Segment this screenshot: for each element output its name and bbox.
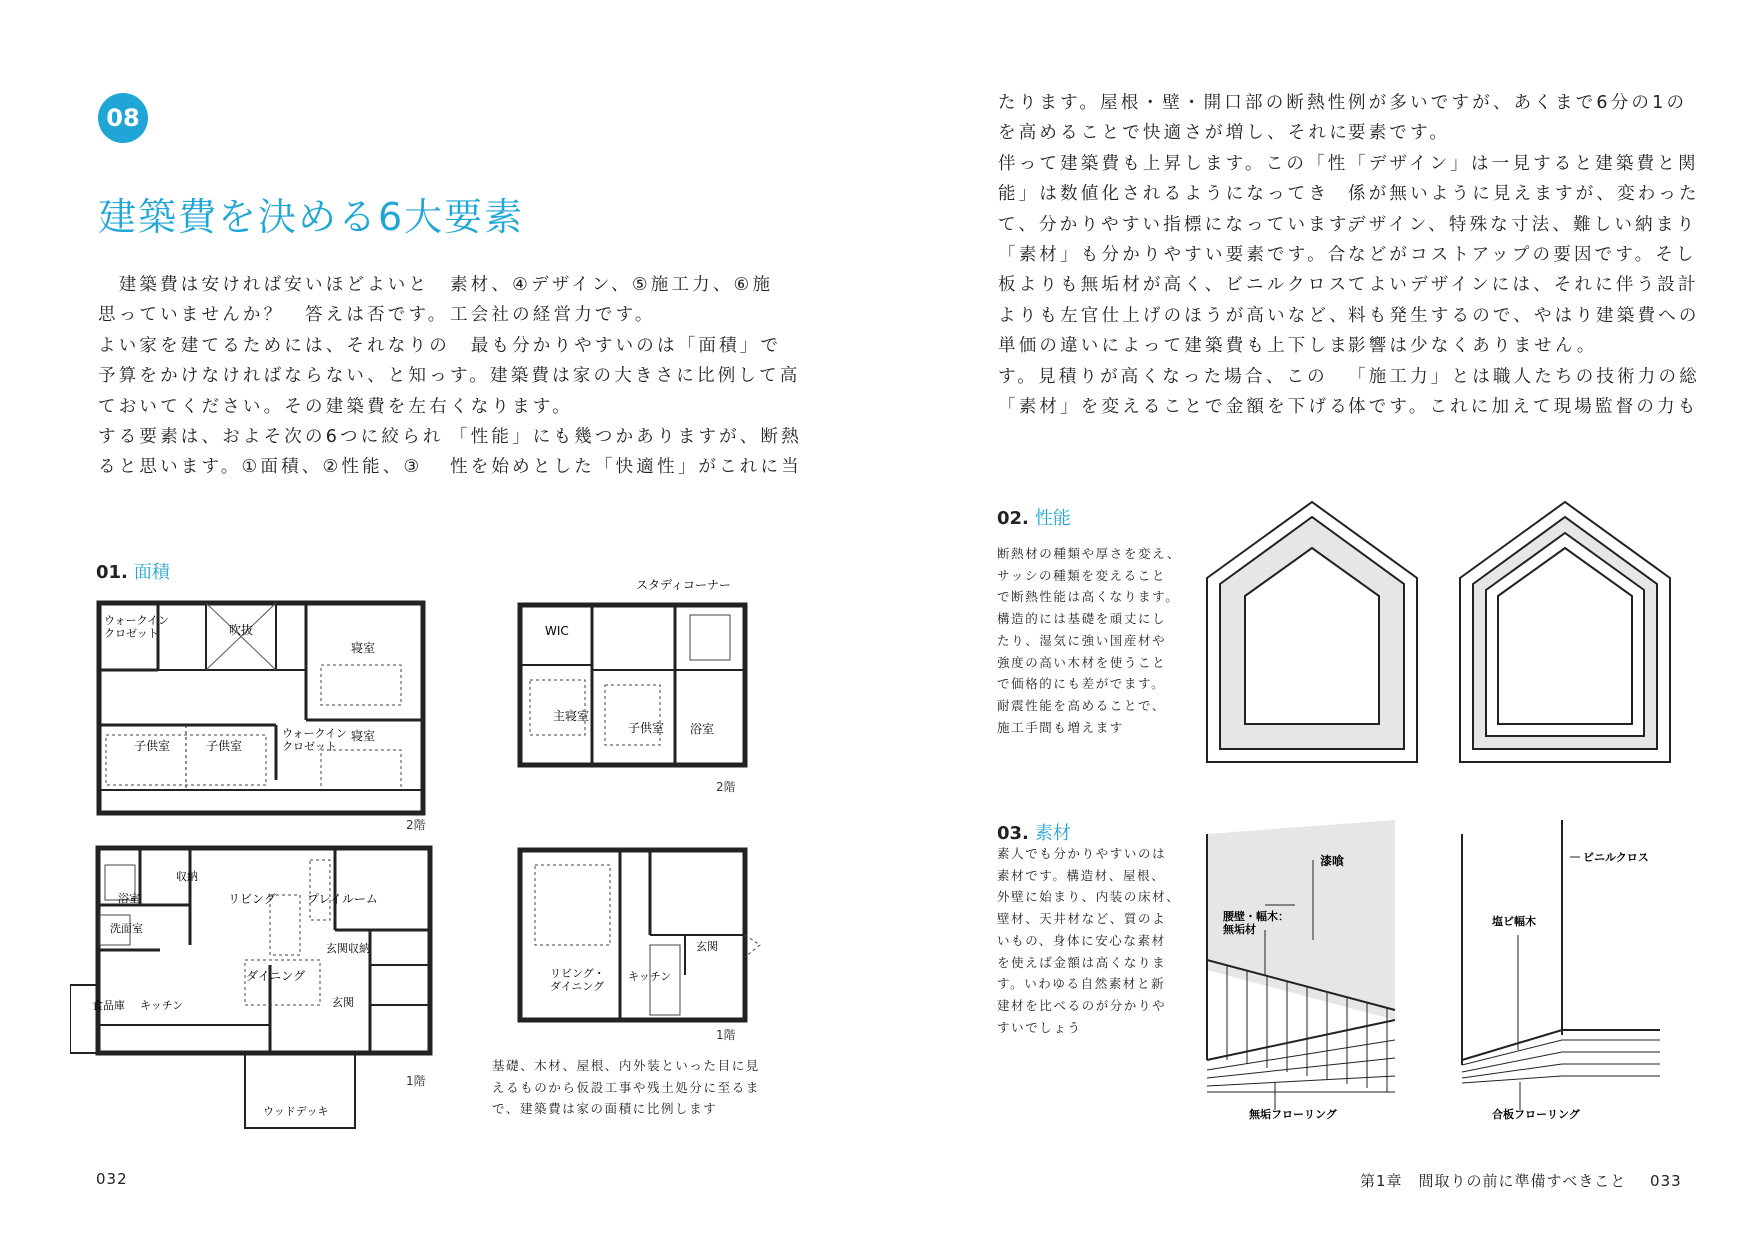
house-insulation-diagram-thick xyxy=(1458,500,1673,765)
body-line: くなります。 xyxy=(450,396,573,417)
body-column-3 xyxy=(998,88,1369,422)
body-line: デザイン、特殊な寸法、難しい納まり xyxy=(1348,214,1698,235)
body-line: 建築費は安ければ安いほどよいと xyxy=(98,275,430,295)
material-diagram-synthetic xyxy=(1460,820,1680,1120)
section-text-line: す。いわゆる自然素材と新 xyxy=(997,976,1166,992)
page-title: 建築費を決める6大要素 xyxy=(98,195,525,239)
page-number-left: 032 xyxy=(96,1170,128,1188)
material-diagram-natural xyxy=(1205,820,1405,1120)
plan-label: 寝室 xyxy=(351,729,376,743)
section-text-line: 建材を比べるのが分かりや xyxy=(997,997,1167,1013)
floor-plan-a-1f xyxy=(70,845,435,1130)
body-line: 「デザイン」は一見すると建築費と関 xyxy=(1348,153,1699,174)
plan-label: 浴室 xyxy=(118,892,140,905)
body-line: 素材、④デザイン、⑤施工力、⑥施 xyxy=(450,275,774,295)
section-text-line: 耐震性能を高めることで、 xyxy=(997,697,1166,713)
plan-label: WIC xyxy=(545,624,569,638)
section-text-line: 施工手間も増えます xyxy=(997,719,1124,735)
diagram-label-wainscot: 無垢材 xyxy=(1223,923,1256,936)
caption-01 xyxy=(492,1055,760,1120)
plan-label: 玄関収納 xyxy=(326,942,370,955)
section-text-line: すいでしょう xyxy=(997,1019,1082,1035)
body-line: ておいてください。その建築費を左右 xyxy=(98,396,450,417)
section-01-label: 面積 xyxy=(133,562,170,583)
plan-label: クロゼット xyxy=(104,627,159,640)
section-number-badge: 08 xyxy=(98,93,148,143)
section-text-line: を使えば金額は高くなりま xyxy=(997,954,1167,970)
section-text-line: たり、湿気に強い国産材や xyxy=(997,632,1167,648)
body-line: 影響は少なくありません。 xyxy=(1348,336,1598,357)
body-line: ると思います。①面積、②性能、③ xyxy=(98,457,423,478)
plan-label: 玄関 xyxy=(332,996,354,1009)
plan-label: 主寝室 xyxy=(553,709,590,723)
body-line: 「素材」も分かりやすい要素です。合 xyxy=(998,245,1349,266)
floor-label-b-1f: 1階 xyxy=(716,1028,736,1042)
section-02-number: 02. xyxy=(997,508,1029,529)
section-01-number: 01. xyxy=(96,562,128,583)
section-text-line: 壁材、天井材など、質のよ xyxy=(997,911,1167,927)
body-line: 予算をかけなければならない、と知っ xyxy=(98,366,450,387)
body-line: 料も発生するので、やはり建築費への xyxy=(1348,305,1700,326)
chapter-footer xyxy=(1360,1170,1682,1191)
section-03-label: 素材 xyxy=(1034,823,1071,844)
body-line: を高めることで快適さが増し、それに xyxy=(998,123,1350,144)
body-line: 単価の違いによって建築費も上下しま xyxy=(998,336,1350,357)
body-line: 性を始めとした「快適性」がこれに当 xyxy=(450,457,802,478)
section-text-line: 構造的には基礎を頑丈にし xyxy=(997,611,1167,627)
section-text-line: 素材です。構造材、屋根、 xyxy=(997,867,1166,883)
plan-label: 子供室 xyxy=(628,721,665,735)
house-insulation-diagram-thin xyxy=(1205,500,1420,765)
floor-label-a-1f: 1階 xyxy=(406,1074,426,1088)
diagram-label-wainscot: 腰壁・幅木： xyxy=(1223,910,1289,923)
body-line: よりも左官仕上げのほうが高いなど、 xyxy=(998,305,1350,326)
floor-label-b-2f: 2階 xyxy=(716,780,736,794)
body-line: などがコストアップの要因です。そし xyxy=(1348,245,1697,266)
floor-plan-b-2f xyxy=(510,575,750,775)
plan-label: 子供室 xyxy=(134,739,171,753)
body-line: よい家を建てるためには、それなりの xyxy=(98,335,450,356)
body-line: て、分かりやすい指標になっています。 xyxy=(998,214,1369,235)
body-line: たります。屋根・壁・開口部の断熱性 xyxy=(998,93,1349,113)
plan-label: プレイルーム xyxy=(307,892,378,906)
section-text-line: いもの、身体に安心な素材 xyxy=(997,932,1166,948)
body-column-1 xyxy=(98,270,450,483)
body-line: 伴って建築費も上昇します。この「性 xyxy=(998,153,1349,174)
plan-label: 洗面室 xyxy=(110,922,143,935)
plan-label: リビング・ xyxy=(550,967,605,980)
plan-label: 吹抜 xyxy=(229,623,254,637)
body-column-2 xyxy=(450,270,802,483)
section-03-text xyxy=(997,843,1180,1038)
plan-label: ダイニング xyxy=(550,980,605,993)
body-line: す。見積りが高くなった場合、この xyxy=(998,366,1328,387)
section-03-number: 03. xyxy=(997,823,1029,844)
plan-label: ダイニング xyxy=(246,969,306,983)
body-line: 「施工力」とは職人たちの技術力の総 xyxy=(1348,366,1700,387)
diagram-label-baseboard: 塩ビ幅木 xyxy=(1492,915,1536,928)
plan-label: リビング xyxy=(228,892,276,906)
section-text-line: 断熱材の種類や厚さを変え、 xyxy=(997,546,1182,561)
caption-line: で、建築費は家の面積に比例します xyxy=(492,1101,718,1117)
plan-label: 食品庫 xyxy=(92,999,125,1012)
plan-label: 寝室 xyxy=(351,641,376,655)
plan-label: 子供室 xyxy=(206,739,243,753)
plan-label: 浴室 xyxy=(690,722,715,736)
plan-label: 収納 xyxy=(176,870,198,883)
plan-label: ウォークイン xyxy=(282,727,348,740)
body-line: 「性能」にも幾つかありますが、断熱 xyxy=(450,427,802,448)
body-line: 例が多いですが、あくまで6分の1の xyxy=(1348,93,1688,113)
floor-plan-a-2f xyxy=(96,600,426,830)
plan-label: スタディコーナー xyxy=(636,578,732,592)
body-line: す。建築費は家の大きさに比例して高 xyxy=(450,366,801,387)
section-text-line: サッシの種類を変えること xyxy=(997,567,1166,583)
section-02-label: 性能 xyxy=(1034,508,1071,529)
body-line: 最も分かりやすいのは「面積」で xyxy=(450,335,782,356)
body-line: 「素材」を変えることで金額を下げる xyxy=(998,397,1350,418)
body-line: てよいデザインには、それに伴う設計 xyxy=(1348,275,1699,296)
page-number-right: 033 xyxy=(1650,1172,1682,1190)
floor-plan-b-1f xyxy=(510,845,770,1025)
section-text-line: で価格的にも差がでます。 xyxy=(997,676,1166,692)
plan-label: キッチン xyxy=(628,970,672,983)
section-02-text xyxy=(997,543,1181,738)
body-column-4 xyxy=(1348,88,1700,422)
diagram-label-floor: 合板フローリング xyxy=(1492,1108,1580,1120)
body-line: 要素です。 xyxy=(1348,123,1451,144)
chapter-title: 第1章 間取りの前に準備すべきこと xyxy=(1360,1172,1627,1190)
caption-line: 基礎、木材、屋根、内外装といった目に見 xyxy=(492,1058,760,1073)
plan-label: クロゼット xyxy=(282,740,337,753)
plan-label: ウォークイン xyxy=(104,614,170,627)
section-text-line: 強度の高い木材を使うこと xyxy=(997,654,1167,670)
section-01-heading xyxy=(96,558,170,584)
body-line: 板よりも無垢材が高く、ビニルクロス xyxy=(998,275,1350,296)
section-text-line: 素人でも分かりやすいのは xyxy=(997,846,1167,861)
body-line: 能」は数値化されるようになってき xyxy=(998,184,1330,205)
diagram-label-plaster: 漆喰 xyxy=(1320,854,1345,868)
plan-label: 玄関 xyxy=(696,940,718,953)
caption-line: えるものから仮設工事や残土処分に至るま xyxy=(492,1079,760,1095)
body-line: 体です。これに加えて現場監督の力も xyxy=(1348,397,1699,418)
section-text-line: で断熱性能は高くなります。 xyxy=(997,589,1180,605)
section-text-line: 外壁に始まり、内装の床材、 xyxy=(997,889,1181,905)
body-line: 工会社の経営力です。 xyxy=(450,305,656,326)
body-line: する要素は、およそ次の6つに絞られ xyxy=(98,427,444,448)
plan-label: ウッドデッキ xyxy=(263,1105,329,1118)
body-line: 係が無いように見えますが、変わった xyxy=(1348,184,1700,205)
diagram-label-floor: 無垢フローリング xyxy=(1249,1108,1337,1120)
plan-label: キッチン xyxy=(140,999,184,1012)
body-line: 思っていませんか？ 答えは否です。 xyxy=(98,305,449,326)
diagram-label-cloth: ビニルクロス xyxy=(1583,851,1649,864)
floor-label-a-2f: 2階 xyxy=(406,818,426,832)
section-03-heading xyxy=(997,819,1071,845)
section-02-heading xyxy=(997,504,1071,530)
